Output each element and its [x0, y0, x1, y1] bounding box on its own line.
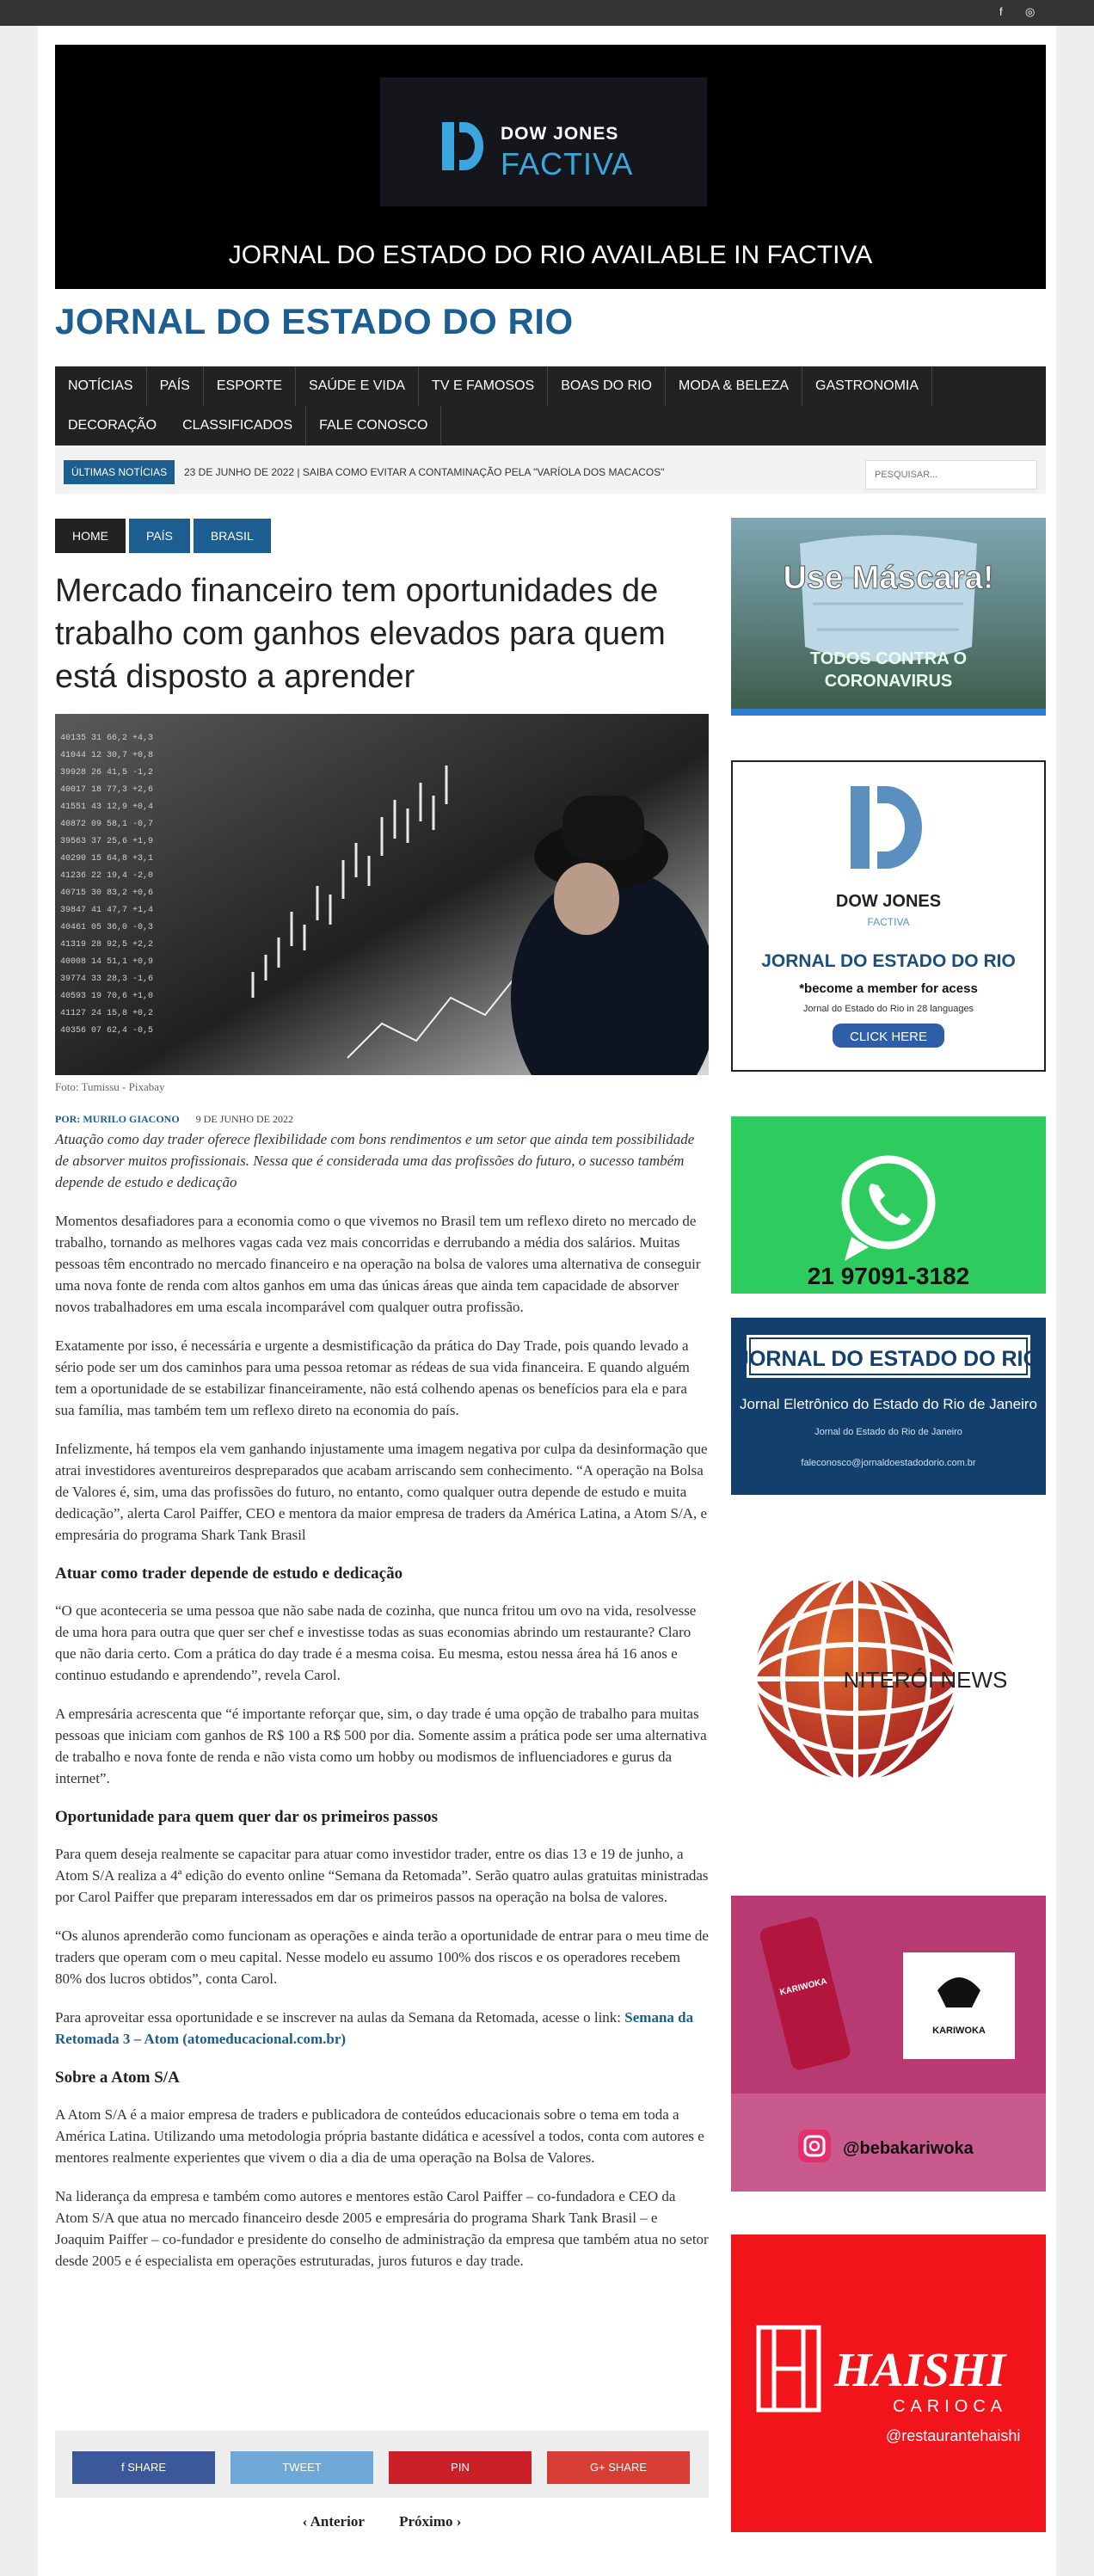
section-heading: Sobre a Atom S/A [55, 2069, 180, 2087]
nav-item-decoracao[interactable]: DECORAÇÃO [68, 418, 157, 433]
ad-haishi[interactable] [731, 2235, 1046, 2532]
svg-text:40461 05 36,0 -0,3: 40461 05 36,0 -0,3 [60, 923, 154, 932]
breadcrumb [55, 519, 274, 553]
svg-text:40135 31 66,2 +4,3: 40135 31 66,2 +4,3 [60, 734, 154, 743]
dj-ad-brand: DOW JONES [835, 892, 942, 911]
svg-text:41551 43 12,9 +0,4: 41551 43 12,9 +0,4 [60, 802, 154, 812]
paragraph-text: Para aproveitar essa oportunidade e se inscrever na aulas da Semana da Retomada, acesse o link: [55, 2009, 622, 2026]
kariwoka-logo-text: KARIWOKA [932, 2026, 986, 2036]
kariwoka-can-label: KARIWOKA [778, 1977, 828, 1998]
nav-item-pais[interactable]: PAÍS [147, 366, 204, 406]
whatsapp-phone: 21 97091-3182 [807, 1263, 970, 1289]
nav-item-saude-e-vida[interactable]: SAÚDE E VIDA [296, 366, 419, 406]
dow-jones-text: DOW JONES [501, 124, 619, 144]
post-navigation [55, 2513, 709, 2530]
svg-text:40872 09 58,1 -0,7: 40872 09 58,1 -0,7 [60, 820, 154, 829]
next-post-link[interactable]: Próximo › [399, 2513, 462, 2530]
section-heading: Oportunidade para quem quer dar os primeiros passos [55, 1808, 438, 1826]
article-lead: Atuação como day trader oferece flexibilidade com bons rendimentos e um setor que ainda tem possibilidade de absorver muitos profissionais. Nessa que é considerada uma das profissões do futuro, o sucesso também depende de estudo e dedicação [55, 1131, 695, 1190]
svg-text:39847 41 47,7 +1,4: 39847 41 47,7 +1,4 [60, 906, 154, 915]
trader-illustration [55, 714, 709, 1075]
section-heading: Atuar como trader depende de estudo e dedicação [55, 1565, 403, 1583]
site-title[interactable]: JORNAL DO ESTADO DO RIO [55, 301, 574, 341]
factiva-banner[interactable] [55, 45, 1046, 289]
ticker-label: ÚLTIMAS NOTÍCIAS [64, 460, 175, 484]
article-meta [55, 1113, 293, 1126]
nav-item-moda-beleza[interactable]: MODA & BELEZA [666, 366, 802, 406]
dj-ad-languages: Jornal do Estado do Rio in 28 languages [802, 1004, 974, 1014]
main-nav [55, 366, 1046, 446]
svg-text:41236 22 19,4 -2,0: 41236 22 19,4 -2,0 [60, 871, 154, 881]
featured-image [55, 714, 709, 1075]
share-twitter-button[interactable]: TWEET [230, 2451, 373, 2484]
paragraph [55, 2007, 709, 2050]
image-caption: Foto: Tumissu - Pixabay [55, 1080, 165, 1093]
share-pinterest-button[interactable]: PIN [389, 2451, 532, 2484]
ad-kariwoka[interactable] [731, 1896, 1046, 2192]
dj-ad-graphic [733, 762, 1044, 1070]
paragraph: Na liderança da empresa e também como autores e mentores estão Carol Paiffer – co-fundadora e CEO da Atom S/A que atua no mercado financeiro desde 2005 e empresária do programa Shark Tank Brasil – e Joaquim Paiffer – co-fundador e presidente do conselho de administração da empresa que também atua no setor desde 2005 e é especialista em operações estruturadas, juros futuros e day trade. [55, 2188, 709, 2269]
jer-ad-graphic [731, 1318, 1046, 1495]
search-input[interactable] [865, 460, 1037, 489]
breadcrumb-pais[interactable]: PAÍS [129, 519, 190, 553]
author-byline[interactable]: POR: MURILO GIACONO [55, 1113, 180, 1125]
paragraph: A empresária acrescenta que “é importante reforçar que, sim, o day trade é uma opção de trabalho para muitas pessoas que iniciam com ganhos de R$ 100 a R$ 500 por dia. Somente assim a prática pode ser uma alternativa de trabalho e nova fonte de renda e não vista como um hobby ou modismos de influenciadores e gurus da internet”. [55, 1706, 707, 1786]
dj-ad-title: JORNAL DO ESTADO DO RIO [761, 951, 1016, 971]
share-facebook-button[interactable]: f SHARE [72, 2451, 215, 2484]
svg-text:39774 33 28,3 -1,6: 39774 33 28,3 -1,6 [60, 974, 154, 984]
nav-item-gastronomia[interactable]: GASTRONOMIA [802, 366, 932, 406]
mask-ad-sub2: CORONAVIRUS [824, 672, 953, 691]
niteroi-news-text: NITERÓI NEWS [843, 1667, 1008, 1693]
breadcrumb-home[interactable]: HOME [55, 519, 126, 553]
svg-text:41319 28 92,5 +2,2: 41319 28 92,5 +2,2 [60, 940, 154, 950]
mask-ad-title: Use Máscara! [783, 560, 994, 596]
dj-ad-click-here[interactable]: CLICK HERE [849, 1030, 928, 1044]
nav-item-boas-do-rio[interactable]: BOAS DO RIO [548, 366, 666, 406]
ad-niteroi-news[interactable] [731, 1533, 1046, 1817]
instagram-icon[interactable]: ◎ [1025, 5, 1036, 18]
dj-ad-factiva: FACTIVA [867, 916, 910, 928]
whatsapp-icon [731, 1116, 1046, 1294]
publish-date: 9 DE JUNHO DE 2022 [195, 1113, 293, 1125]
svg-text:40008 14 51,1 +0,9: 40008 14 51,1 +0,9 [60, 957, 154, 967]
top-bar [0, 0, 1094, 26]
breadcrumb-brasil[interactable]: BRASIL [194, 519, 271, 553]
jer-ad-small: Jornal do Estado do Rio de Janeiro [814, 1427, 962, 1437]
ticker-headline[interactable]: 23 DE JUNHO DE 2022 | SAIBA COMO EVITAR A CONTAMINAÇÃO PELA "VARÍOLA DOS MACACOS" [184, 466, 665, 478]
ad-jornal-eletronico[interactable] [731, 1318, 1046, 1495]
banner-caption: JORNAL DO ESTADO DO RIO AVAILABLE IN FACTIVA [228, 241, 873, 269]
haishi-handle: @restaurantehaishi [886, 2427, 1021, 2444]
share-bar [55, 2431, 709, 2498]
previous-post-link[interactable]: ‹ Anterior [302, 2513, 365, 2530]
article-headline: Mercado financeiro tem oportunidades de trabalho com ganhos elevados para quem está disposto a aprender [55, 573, 666, 695]
mask-ad-graphic [731, 518, 1046, 716]
nav-item-noticias[interactable]: NOTÍCIAS [55, 366, 147, 406]
jer-ad-title: JORNAL DO ESTADO DO RIO [737, 1347, 1040, 1371]
svg-text:41127 24 15,8 +0,2: 41127 24 15,8 +0,2 [60, 1009, 154, 1018]
paragraph: A Atom S/A é a maior empresa de traders e publicadora de conteúdos educacionais sobre o tema em toda a América Latina. Utilizando uma metodologia própria bastante didática e acessível a todos, conta com autores e mentores realmente experientes que vivem o dia a dia de uma operação na Bolsa de Valores. [55, 2106, 704, 2166]
svg-text:39928 26 41,5 -1,2: 39928 26 41,5 -1,2 [60, 768, 154, 778]
paragraph: Para quem deseja realmente se capacitar para atuar como investidor trader, entre os dias 13 e 19 de junho, a Atom S/A realiza a 4ª edição do evento online “Semana da Retomada”. Serão quatro aulas gratuitas ministradas por Carol Paiffer que preparam interessados em dar os primeiros passos na operação na bolsa de valores. [55, 1846, 709, 1905]
ad-whatsapp[interactable] [731, 1116, 1046, 1294]
kariwoka-ad-graphic [731, 1896, 1046, 2192]
article-body [55, 1128, 709, 2289]
nav-item-classificados[interactable]: CLASSIFICADOS [169, 406, 306, 446]
paragraph: Infelizmente, há tempos ela vem ganhando injustamente uma imagem negativa por culpa da desinformação que atrai investidores aventureiros despreparados que acabam arriscando sem conhecimento. “A operação na Bolsa de Valores é, sim, uma das profissões do futuro, no entanto, como qualquer outra depende de estudo e muita dedicação”, alerta Carol Paiffer, CEO e mentora da maior empresa de traders da América Latina, a Atom S/A, e empresária do programa Shark Tank Brasil [55, 1441, 708, 1543]
paragraph: Momentos desafiadores para a economia como o que vivemos no Brasil tem um reflexo direto no mercado de trabalho, tornando as melhores vagas cada vez mais concorridas e derrubando a média dos salários. Muitas pessoas têm encontrado no mercado financeiro e na operação na bolsa de valores uma alternativa de conseguir uma nova fonte de renda com altos ganhos em uma das únicas áreas que ainda tem capacidade de absorver novos trabalhadores em uma escala incomparável com qualquer outra profissão. [55, 1213, 701, 1315]
mask-ad-sub1: TODOS CONTRA O [809, 649, 968, 668]
svg-text:41044 12 30,7 +0,8: 41044 12 30,7 +0,8 [60, 751, 154, 760]
ad-use-mascara[interactable] [731, 518, 1046, 716]
niteroi-globe-logo [731, 1533, 1046, 1817]
haishi-sub: CARIOCA [893, 2397, 1008, 2416]
svg-text:39563 37 25,6 +1,9: 39563 37 25,6 +1,9 [60, 837, 154, 846]
nav-item-tv-e-famosos[interactable]: TV E FAMOSOS [419, 366, 548, 406]
share-google-button[interactable]: G+ SHARE [547, 2451, 690, 2484]
dow-jones-d-icon [442, 122, 483, 170]
facebook-icon[interactable]: f [999, 5, 1003, 18]
svg-text:40290 15 64,8 +3,1: 40290 15 64,8 +3,1 [60, 854, 154, 864]
paragraph: “Os alunos aprenderão como funcionam as operações e ainda terão a oportunidade de entrar para o meu time de traders que operam com o meu capital. Nesse modelo eu assumo 100% dos riscos e os operadores recebem 80% dos lucros obtidos”, conta Carol. [55, 1927, 709, 1987]
ad-dow-jones-membership[interactable] [731, 760, 1046, 1072]
svg-text:40715 30 83,2 +0,6: 40715 30 83,2 +0,6 [60, 888, 154, 898]
kariwoka-handle: @bebakariwoka [843, 2139, 974, 2158]
nav-item-fale-conosco[interactable]: FALE CONOSCO [306, 406, 441, 446]
svg-text:40593 19 70,6 +1,0: 40593 19 70,6 +1,0 [60, 992, 154, 1001]
nav-item-esporte[interactable]: ESPORTE [204, 366, 296, 406]
jer-ad-subtitle: Jornal Eletrônico do Estado do Rio de Janeiro [740, 1396, 1037, 1412]
paragraph: Exatamente por isso, é necessária e urgente a desmistificação da prática do Day Trade, pois quando levado a sério pode ser um dos caminhos para uma pessoa retomar as rédeas de sua vida financeira. E quando alguém tem a oportunidade de se estabilizar financeiramente, não está colhendo apenas os benefícios para ela e para sua família, mas também tem um reflexo direto na economia do país. [55, 1337, 690, 1418]
news-ticker [55, 447, 1046, 494]
jer-ad-email[interactable]: faleconosco@jornaldoestadodorio.com.br [801, 1458, 976, 1468]
dj-ad-member: *become a member for acess [799, 981, 978, 996]
page-container [38, 26, 1056, 2576]
svg-text:40017 18 77,3 +2,6: 40017 18 77,3 +2,6 [60, 785, 154, 795]
dow-jones-factiva-logo [380, 77, 707, 206]
paragraph: “O que aconteceria se uma pessoa que não sabe nada de cozinha, que nunca fritou um ovo na vida, resolvesse de uma hora para outra que quer ser chef e investisse todas as suas economias abrindo um restaurante? Claro que não daria certo. Com a prática do day trade é a mesma coisa. Eu mesma, estou nessa área há 16 anos e continuo estudando e aprendendo”, revela Carol. [55, 1602, 697, 1683]
factiva-text: FACTIVA [501, 146, 634, 181]
svg-text:40356 07 62,4 -0,5: 40356 07 62,4 -0,5 [60, 1026, 154, 1036]
event-link[interactable]: Semana da Retomada 3 – Atom (atomeducacional.com.br) [55, 2009, 694, 2047]
haishi-logo [731, 2235, 1046, 2532]
haishi-name: HAISHI [834, 2344, 1006, 2397]
